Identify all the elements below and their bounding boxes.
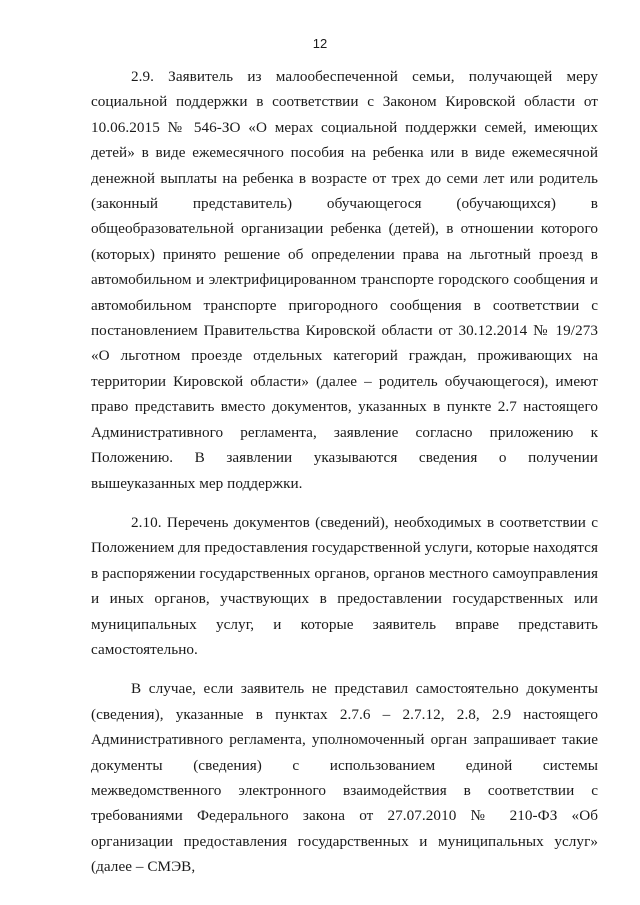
paragraph-2-9: 2.9. Заявитель из малообеспеченной семьи, получающей меру социальной поддержки в соответствии с Законом Кировской области от 10.06.2015 № 546-ЗО «О мерах социальной поддержки семей, имеющих детей» в виде ежемесячного пособия на ребенка или в виде ежемесячной денежной выплаты на ребенка в возрасте от трех до семи лет или родитель (законный представитель) обучающегося (обучающихся) в общеобразовательной организации ребенка (детей), в отношении которого (которых) принято решение об определении права на льготный проезд в автомобильном и электрифицированном транспорте городского сообщения и автомобильном транспорте пригородного сообщения в соответствии с постановлением Правительства Кировской области от 30.12.2014 № 19/273 «О льготном проезде отдельных категорий граждан, проживающих на территории Кировской области» (далее – родитель обучающегося), имеют право представить вместо документов, указанных в пункте 2.7 настоящего Административного регламента, заявление согласно приложению к Положению. В заявлении указываются сведения о получении вышеуказанных мер поддержки. [91,68,598,492]
paragraph-smev: В случае, если заявитель не представил самостоятельно документы (сведения), указанные в пунктах 2.7.6 – 2.7.12, 2.8, 2.9 настоящего Административного регламента, уполномоченный орган запрашивает такие документы (сведения) с использованием единой системы межведомственного электронного взаимодействия в соответствии с требованиями Федерального закона от 27.07.2010 № 210-ФЗ «Об организации предоставления государственных и муниципальных услуг» (далее – СМЭВ, [91,680,598,876]
page-number: 12 [312,36,328,51]
document-body [91,64,598,892]
paragraph-2-10: 2.10. Перечень документов (сведений), необходимых в соответствии с Положением для предоставления государственной услуги, которые находятся в распоряжении государственных органов, органов местного самоуправления и иных органов, участвующих в предоставлении государственных или муниципальных услуг, и которые заявитель вправе представить самостоятельно. [91,513,598,658]
